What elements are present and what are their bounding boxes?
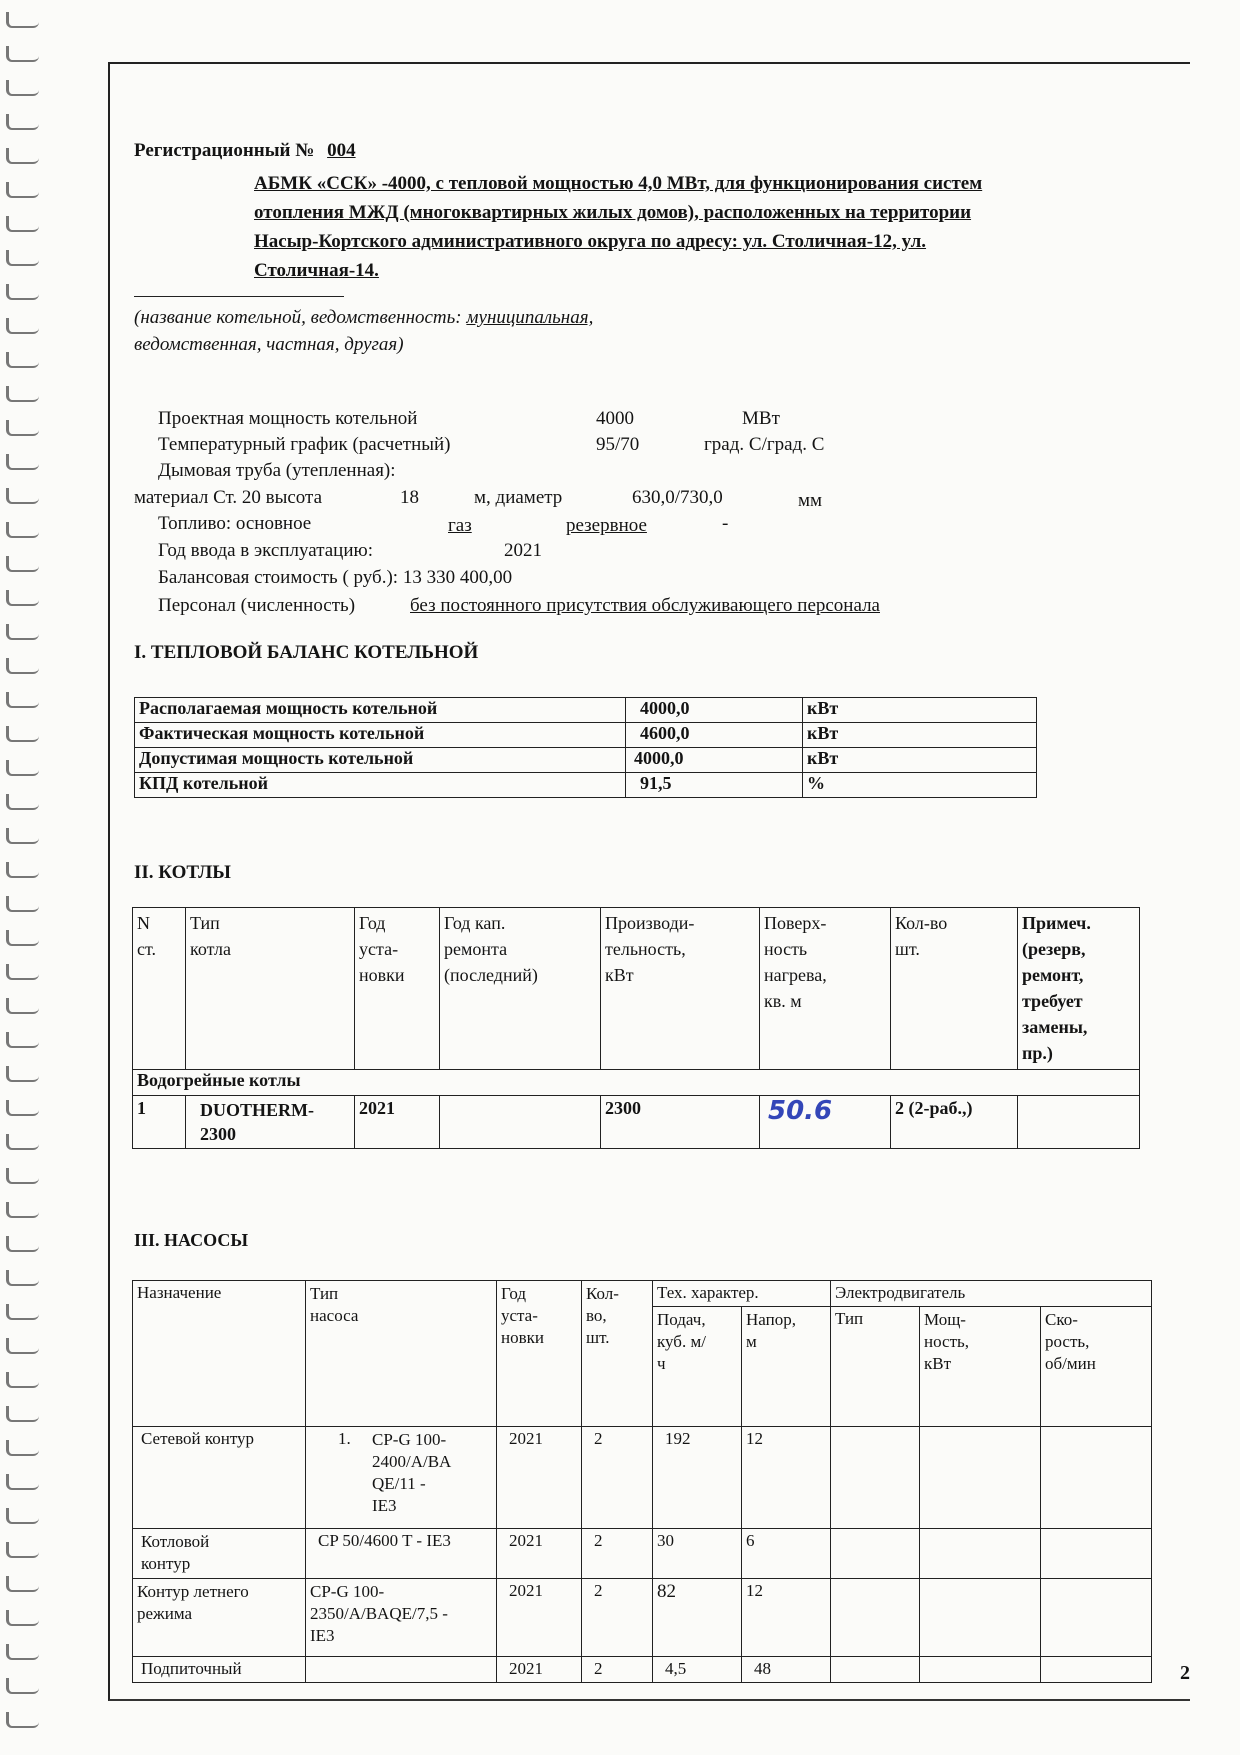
binding-ring: [6, 896, 39, 912]
binding-ring: [6, 1440, 39, 1456]
fuel-reserve-value: -: [722, 513, 729, 534]
pump-year: 2021: [497, 1579, 582, 1657]
pump-flow: 30: [653, 1529, 742, 1579]
heat-balance-table: [134, 697, 1037, 798]
binding-ring: [6, 318, 39, 334]
fuel-reserve-label: резервное: [566, 515, 647, 536]
binding-ring: [6, 862, 39, 878]
binding-ring: [6, 148, 39, 164]
header-surface: Поверх- ность нагрева, кв. м: [760, 908, 891, 1070]
pump-motor-type: [831, 1657, 920, 1683]
boiler-title: [254, 169, 982, 285]
balance-unit: кВт: [803, 698, 1037, 723]
binding-ring: [6, 284, 39, 300]
pump-motor-power: [920, 1427, 1041, 1529]
page-number: 2: [1180, 1662, 1190, 1684]
binding-ring: [6, 1202, 39, 1218]
fuel-label: Топливо: основное: [158, 513, 312, 534]
binding-ring: [6, 386, 39, 402]
table-row: [133, 1529, 1152, 1579]
temp-schedule-value: 95/70: [596, 434, 640, 455]
binding-ring: [6, 420, 39, 436]
binding-ring: [6, 1474, 39, 1490]
pump-year: 2021: [497, 1427, 582, 1529]
pump-motor-power: [920, 1579, 1041, 1657]
boiler-type: DUOTHERM- 2300: [186, 1096, 355, 1149]
binding-ring: [6, 726, 39, 742]
commission-year-label: Год ввода в эксплуатацию:: [158, 540, 373, 561]
pump-motor-type: [831, 1427, 920, 1529]
binding-ring: [6, 12, 39, 28]
balance-value: 91,5: [626, 773, 803, 798]
boiler-surface-cell: [760, 1096, 891, 1149]
boiler-surface-handwritten: 50.6: [768, 1096, 833, 1126]
binding-ring: [6, 794, 39, 810]
header-motor-speed: Ско- рость, об/мин: [1041, 1307, 1152, 1427]
balance-cost: Балансовая стоимость ( руб.): 13 330 400,00: [158, 567, 513, 588]
table-row: [135, 723, 1037, 748]
binding-ring: [6, 930, 39, 946]
binding-ring: [6, 1712, 39, 1728]
note-prefix: (название котельной, ведомственность:: [134, 307, 467, 328]
table-row: [135, 773, 1037, 798]
binding-ring: [6, 352, 39, 368]
pump-type: [306, 1657, 497, 1683]
boiler-repair: [440, 1096, 601, 1149]
temp-schedule-label: Температурный график (расчетный): [158, 434, 451, 455]
design-power-label: Проектная мощность котельной: [158, 408, 418, 429]
binding-ring: [6, 522, 39, 538]
binding-ring: [6, 1508, 39, 1524]
balance-unit: кВт: [803, 748, 1037, 773]
boilers-table: [132, 907, 1140, 1149]
registration-line: [134, 140, 368, 162]
header-flow: Подач, куб. м/ ч: [653, 1307, 742, 1427]
header-pump-count: Кол- во, шт.: [582, 1281, 653, 1427]
header-motor: Электродвигатель: [831, 1281, 1152, 1307]
pump-motor-type: [831, 1529, 920, 1579]
group-label: Водогрейные котлы: [133, 1070, 1140, 1096]
binding-ring: [6, 624, 39, 640]
note-line-2: ведомственная, частная, другая): [134, 334, 404, 355]
pump-flow: 4,5: [653, 1657, 742, 1683]
title-divider: [134, 296, 344, 297]
binding-ring: [6, 454, 39, 470]
header-head: Напор, м: [742, 1307, 831, 1427]
binding-ring: [6, 46, 39, 62]
balance-name: КПД котельной: [135, 773, 626, 798]
commission-year-value: 2021: [504, 540, 542, 561]
binding-ring: [6, 1134, 39, 1150]
binding-ring: [6, 1032, 39, 1048]
binding-ring: [6, 1100, 39, 1116]
pump-purpose: Подпиточный: [133, 1657, 306, 1683]
title-line: АБМК «ССК» -4000, с тепловой мощностью 4,0 МВт, для функционирования систем: [254, 173, 983, 194]
table-row: [133, 1427, 1152, 1529]
header-year: Год уста- новки: [355, 908, 440, 1070]
binding-ring: [6, 80, 39, 96]
boiler-note: [1018, 1096, 1140, 1149]
section-3-title: III. НАСОСЫ: [134, 1230, 249, 1250]
binding-ring: [6, 1610, 39, 1626]
design-power-value: 4000: [596, 408, 634, 429]
pump-year: 2021: [497, 1529, 582, 1579]
binding-ring: [6, 692, 39, 708]
table-header-row: [133, 908, 1140, 1070]
registration-label: Регистрационный №: [134, 140, 315, 161]
title-line: Насыр-Кортского административного округа по адресу: ул. Столичная-12, ул.: [254, 231, 927, 252]
header-pump-year: Год уста- новки: [497, 1281, 582, 1427]
header-type: Тип котла: [186, 908, 355, 1070]
chimney-label: Дымовая труба (утепленная):: [158, 460, 396, 481]
header-tech: Тех. характер.: [653, 1281, 831, 1307]
binding-ring: [6, 1372, 39, 1388]
binding-ring: [6, 1168, 39, 1184]
header-count: Кол-во шт.: [891, 908, 1018, 1070]
pump-count: 2: [582, 1579, 653, 1657]
binding-ring: [6, 1236, 39, 1252]
binding-ring: [6, 828, 39, 844]
chimney-material: материал Ст. 20 высота: [134, 487, 323, 508]
binding-ring: [6, 1406, 39, 1422]
table-row: [133, 1579, 1152, 1657]
binding-ring: [6, 250, 39, 266]
boiler-capacity: 2300: [601, 1096, 760, 1149]
pump-type-cell: [306, 1427, 497, 1529]
pump-count: 2: [582, 1657, 653, 1683]
chimney-height: 18: [400, 487, 419, 508]
binding-ring: [6, 216, 39, 232]
pump-purpose: Сетевой контур: [133, 1427, 306, 1529]
boiler-n: 1: [133, 1096, 186, 1149]
boiler-count: 2 (2-раб.,): [891, 1096, 1018, 1149]
binding-ring: [6, 1304, 39, 1320]
balance-name: Располагаемая мощность котельной: [135, 698, 626, 723]
header-capacity: Производи- тельность, кВт: [601, 908, 760, 1070]
binding-ring: [6, 1678, 39, 1694]
header-note: Примеч. (резерв, ремонт, требует замены, пр.): [1018, 908, 1140, 1070]
binding-ring: [6, 1270, 39, 1286]
chimney-diameter-unit: мм: [798, 490, 823, 511]
pump-purpose: Контур летнего режима: [133, 1579, 306, 1657]
header-repair: Год кап. ремонта (последний): [440, 908, 601, 1070]
pump-motor-speed: [1041, 1657, 1152, 1683]
chimney-diameter-value: 630,0/730,0: [632, 487, 723, 508]
binding-ring: [6, 114, 39, 130]
binding-ring: [6, 1066, 39, 1082]
section-2-title: II. КОТЛЫ: [134, 862, 231, 883]
pump-motor-speed: [1041, 1579, 1152, 1657]
pump-motor-speed: [1041, 1427, 1152, 1529]
pump-head: 6: [742, 1529, 831, 1579]
table-row: [135, 748, 1037, 773]
fuel-main: газ: [448, 515, 472, 536]
header-pump-type: Тип насоса: [306, 1281, 497, 1427]
binding-ring: [6, 1644, 39, 1660]
spiral-binding: [0, 0, 46, 1755]
binding-ring: [6, 556, 39, 572]
balance-name: Фактическая мощность котельной: [135, 723, 626, 748]
temp-schedule-unit: град. С/град. С: [704, 434, 825, 455]
group-row: [133, 1070, 1140, 1096]
balance-value: 4600,0: [626, 723, 803, 748]
note-ownership: муниципальная,: [466, 307, 594, 328]
binding-ring: [6, 590, 39, 606]
header-motor-type: Тип: [831, 1307, 920, 1427]
title-line: отопления МЖД (многоквартирных жилых домов), расположенных на территории: [254, 202, 972, 223]
header-motor-power: Мощ- ность, кВт: [920, 1307, 1041, 1427]
binding-ring: [6, 182, 39, 198]
binding-ring: [6, 998, 39, 1014]
ownership-note: [134, 304, 593, 358]
section-1-title: I. ТЕПЛОВОЙ БАЛАНС КОТЕЛЬНОЙ: [134, 642, 479, 663]
pump-head: 48: [742, 1657, 831, 1683]
title-line: Столичная-14.: [254, 260, 379, 281]
table-row: [133, 1096, 1140, 1149]
pumps-table: [132, 1280, 1152, 1683]
balance-value: 4000,0: [626, 698, 803, 723]
pump-motor-power: [920, 1657, 1041, 1683]
pump-motor-speed: [1041, 1529, 1152, 1579]
pump-type-number: 1.: [338, 1429, 351, 1448]
binding-ring: [6, 1576, 39, 1592]
binding-ring: [6, 964, 39, 980]
binding-ring: [6, 488, 39, 504]
pump-motor-type: [831, 1579, 920, 1657]
binding-ring: [6, 1542, 39, 1558]
pump-count: 2: [582, 1427, 653, 1529]
binding-ring: [6, 658, 39, 674]
pump-flow: 82: [653, 1579, 742, 1657]
balance-name: Допустимая мощность котельной: [135, 748, 626, 773]
binding-ring: [6, 760, 39, 776]
pump-count: 2: [582, 1529, 653, 1579]
table-row: [135, 698, 1037, 723]
pump-type: CP-G 100- 2400/A/BA QE/11 - IE3: [372, 1430, 452, 1515]
header-n: N ст.: [133, 908, 186, 1070]
pump-flow: 192: [653, 1427, 742, 1529]
design-power-unit: МВт: [742, 408, 780, 429]
boiler-year: 2021: [355, 1096, 440, 1149]
table-row: [133, 1657, 1152, 1683]
pump-purpose: Котловой контур: [133, 1529, 306, 1579]
pump-year: 2021: [497, 1657, 582, 1683]
chimney-diameter-label: м, диаметр: [474, 487, 563, 508]
pump-type: CP-G 100- 2350/A/BAQE/7,5 - IE3: [306, 1579, 497, 1657]
staff-value: без постоянного присутствия обслуживающего персонала: [410, 595, 880, 616]
pump-motor-power: [920, 1529, 1041, 1579]
binding-ring: [6, 1338, 39, 1354]
balance-value: 4000,0: [626, 748, 803, 773]
pump-type: CP 50/4600 T - IE3: [306, 1529, 497, 1579]
staff-label: Персонал (численность): [158, 595, 356, 616]
balance-unit: кВт: [803, 723, 1037, 748]
header-purpose: Назначение: [133, 1281, 306, 1427]
table-header-row: [133, 1281, 1152, 1307]
pump-head: 12: [742, 1427, 831, 1529]
pump-head: 12: [742, 1579, 831, 1657]
registration-number: 004: [327, 140, 356, 161]
balance-unit: %: [803, 773, 1037, 798]
